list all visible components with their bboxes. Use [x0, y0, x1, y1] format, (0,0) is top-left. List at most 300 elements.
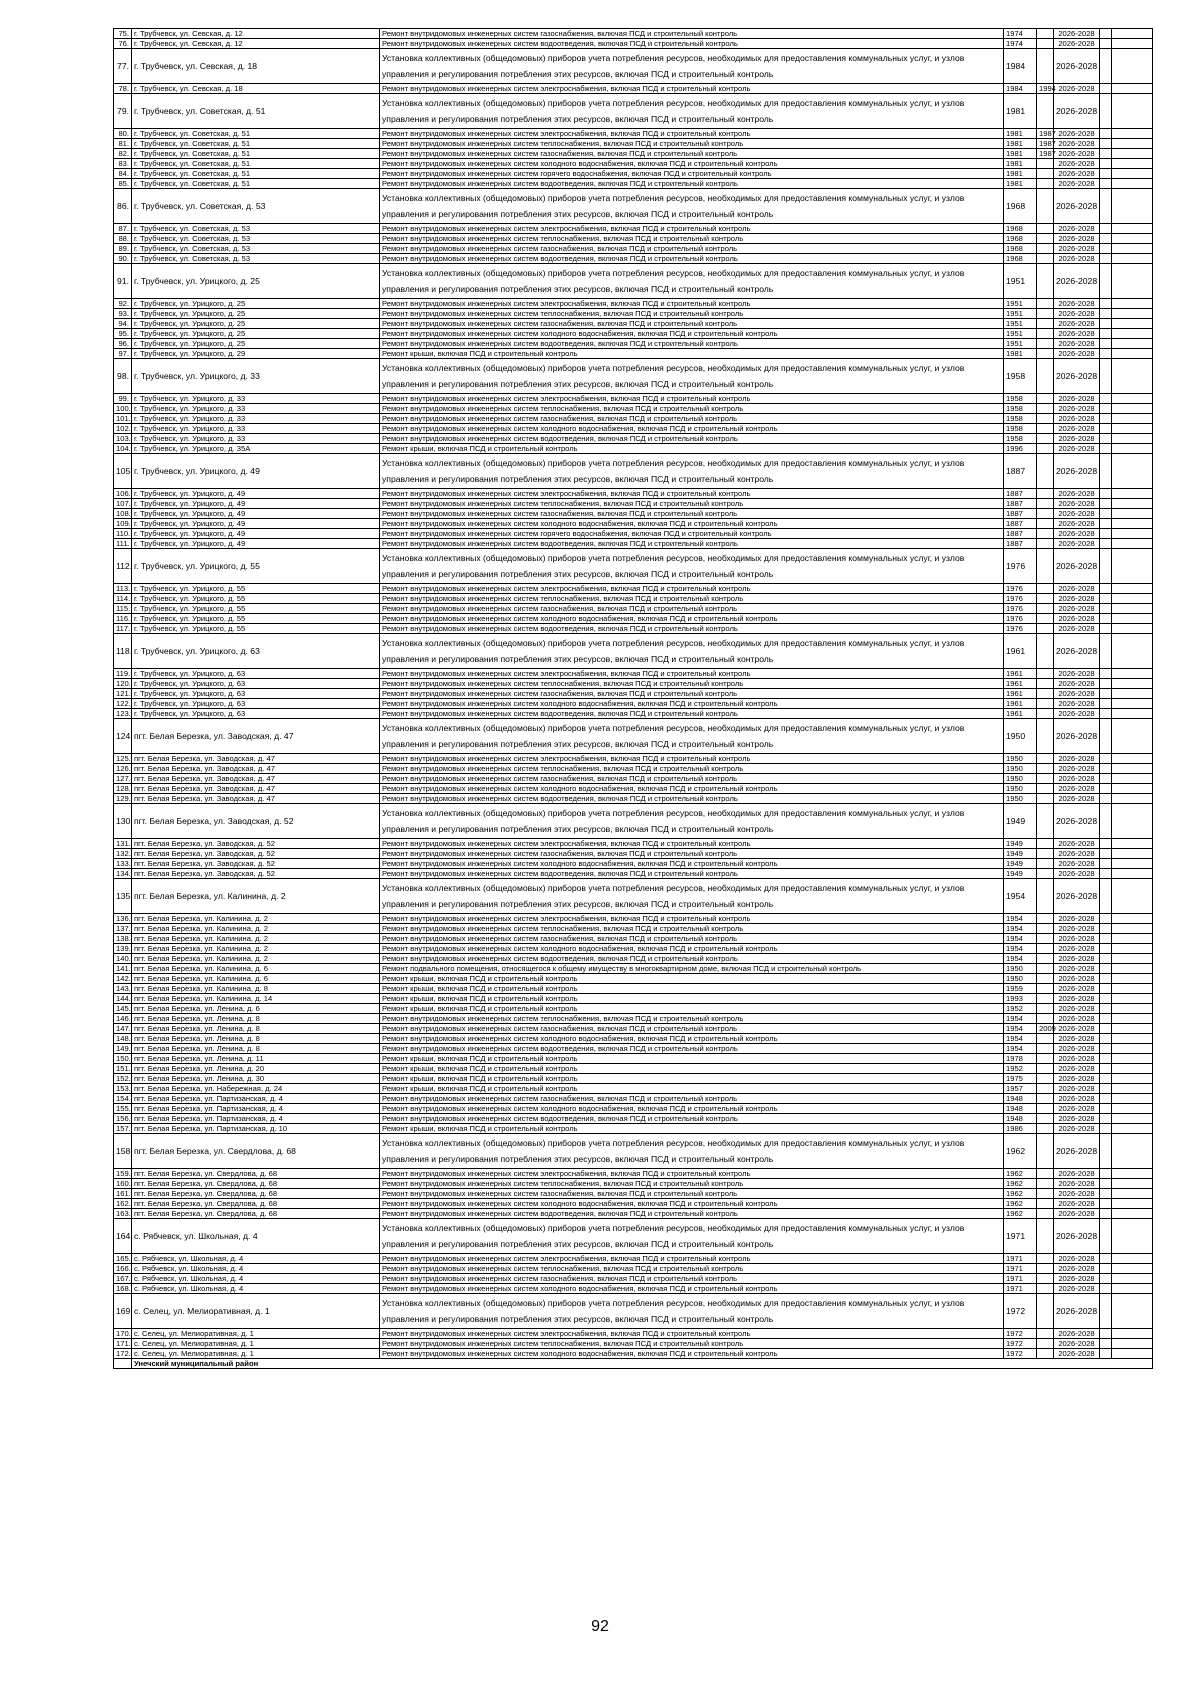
row-address: г. Трубчевск, ул. Урицкого, д. 55 — [132, 604, 380, 614]
row-last-repair-year — [1037, 964, 1054, 974]
row-blank-cell — [1100, 149, 1112, 159]
table-row — [114, 869, 1153, 879]
table-row — [114, 784, 1153, 794]
row-last-repair-year — [1037, 224, 1054, 234]
row-blank-cell — [1112, 1339, 1153, 1349]
district-row — [114, 1359, 1153, 1369]
row-address: г. Трубчевск, ул. Урицкого, д. 63 — [132, 689, 380, 699]
row-build-year: 1951 — [1004, 339, 1037, 349]
row-blank-cell — [1112, 444, 1153, 454]
row-planned-period: 2026-2028 — [1054, 1094, 1100, 1104]
row-address: пгт. Белая Березка, ул. Заводская, д. 47 — [132, 784, 380, 794]
row-planned-period: 2026-2028 — [1054, 159, 1100, 169]
row-last-repair-year — [1037, 984, 1054, 994]
row-planned-period: 2026-2028 — [1054, 519, 1100, 529]
row-work-type: Установка коллективных (общедомовых) приборов учета потребления ресурсов, необходимых для предоставления коммунальных услуг, и узлов управления и регулирования потребления этих ресурсов, включая ПСД и строительный контроль — [380, 94, 1004, 129]
row-planned-period: 2026-2028 — [1054, 859, 1100, 869]
row-blank-cell — [1100, 244, 1112, 254]
row-planned-period: 2026-2028 — [1054, 434, 1100, 444]
row-planned-period: 2026-2028 — [1054, 489, 1100, 499]
row-work-type: Ремонт внутридомовых инженерных систем газоснабжения, включая ПСД и строительный контроль — [380, 934, 1004, 944]
row-build-year: 1954 — [1004, 879, 1037, 914]
row-address: пгт. Белая Березка, ул. Заводская, д. 52 — [132, 839, 380, 849]
row-blank-cell — [1100, 1329, 1112, 1339]
row-blank-cell — [1100, 309, 1112, 319]
row-number: 120. — [114, 679, 132, 689]
row-blank-cell — [1100, 179, 1112, 189]
row-blank-cell — [1100, 329, 1112, 339]
row-last-repair-year — [1037, 614, 1054, 624]
row-number: 130. — [114, 804, 132, 839]
row-number: 129. — [114, 794, 132, 804]
row-build-year: 1887 — [1004, 519, 1037, 529]
row-blank-cell — [1112, 1219, 1153, 1254]
row-blank-cell — [1100, 614, 1112, 624]
row-number: 145. — [114, 1004, 132, 1014]
row-last-repair-year — [1037, 1169, 1054, 1179]
row-blank-cell — [1112, 604, 1153, 614]
row-blank-cell — [1112, 774, 1153, 784]
row-blank-cell — [1100, 1339, 1112, 1349]
row-blank-cell — [1112, 1054, 1153, 1064]
row-last-repair-year — [1037, 159, 1054, 169]
row-build-year: 1954 — [1004, 1034, 1037, 1044]
row-blank-cell — [1112, 764, 1153, 774]
row-work-type: Ремонт внутридомовых инженерных систем газоснабжения, включая ПСД и строительный контроль — [380, 149, 1004, 159]
row-work-type: Ремонт внутридомовых инженерных систем холодного водоснабжения, включая ПСД и строительный контроль — [380, 1284, 1004, 1294]
row-number: 77. — [114, 49, 132, 84]
row-work-type: Установка коллективных (общедомовых) приборов учета потребления ресурсов, необходимых для предоставления коммунальных услуг, и узлов управления и регулирования потребления этих ресурсов, включая ПСД и строительный контроль — [380, 634, 1004, 669]
row-blank-cell — [1100, 1024, 1112, 1034]
row-build-year: 1954 — [1004, 1044, 1037, 1054]
row-blank-cell — [1100, 444, 1112, 454]
row-blank-cell — [1100, 954, 1112, 964]
row-blank-cell — [1100, 1074, 1112, 1084]
row-planned-period: 2026-2028 — [1054, 444, 1100, 454]
row-work-type: Ремонт внутридомовых инженерных систем газоснабжения, включая ПСД и строительный контроль — [380, 774, 1004, 784]
row-planned-period: 2026-2028 — [1054, 29, 1100, 39]
table-row — [114, 29, 1153, 39]
row-blank-cell — [1112, 1064, 1153, 1074]
row-address: пгт. Белая Березка, ул. Заводская, д. 52 — [132, 869, 380, 879]
row-last-repair-year — [1037, 529, 1054, 539]
row-number: 138. — [114, 934, 132, 944]
row-work-type: Ремонт крыши, включая ПСД и строительный контроль — [380, 349, 1004, 359]
row-address: г. Трубчевск, ул. Урицкого, д. 33 — [132, 359, 380, 394]
row-address: г. Трубчевск, ул. Урицкого, д. 49 — [132, 529, 380, 539]
row-address: пгт. Белая Березка, ул. Калинина, д. 2 — [132, 944, 380, 954]
row-build-year: 1958 — [1004, 434, 1037, 444]
table-row — [114, 359, 1153, 394]
table-row — [114, 299, 1153, 309]
table-row — [114, 139, 1153, 149]
row-last-repair-year — [1037, 1094, 1054, 1104]
table-row — [114, 414, 1153, 424]
row-build-year: 1961 — [1004, 669, 1037, 679]
row-number: 104. — [114, 444, 132, 454]
row-blank-cell — [1112, 924, 1153, 934]
row-planned-period: 2026-2028 — [1054, 329, 1100, 339]
row-last-repair-year — [1037, 604, 1054, 614]
row-last-repair-year — [1037, 1349, 1054, 1359]
table-row — [114, 49, 1153, 84]
table-row — [114, 1264, 1153, 1274]
table-row — [114, 349, 1153, 359]
row-work-type: Установка коллективных (общедомовых) приборов учета потребления ресурсов, необходимых для предоставления коммунальных услуг, и узлов управления и регулирования потребления этих ресурсов, включая ПСД и строительный контроль — [380, 189, 1004, 224]
row-work-type: Ремонт внутридомовых инженерных систем водоотведения, включая ПСД и строительный контроль — [380, 1209, 1004, 1219]
row-build-year: 1951 — [1004, 319, 1037, 329]
row-number: 84. — [114, 169, 132, 179]
row-number: 169. — [114, 1294, 132, 1329]
row-work-type: Ремонт внутридомовых инженерных систем водоотведения, включая ПСД и строительный контроль — [380, 624, 1004, 634]
row-address: г. Трубчевск, ул. Урицкого, д. 25 — [132, 319, 380, 329]
row-blank-cell — [1112, 359, 1153, 394]
row-build-year: 1972 — [1004, 1349, 1037, 1359]
table-row — [114, 394, 1153, 404]
table-row — [114, 764, 1153, 774]
row-planned-period: 2026-2028 — [1054, 954, 1100, 964]
row-last-repair-year — [1037, 1054, 1054, 1064]
row-last-repair-year — [1037, 309, 1054, 319]
row-number: 101. — [114, 414, 132, 424]
table-row — [114, 39, 1153, 49]
row-last-repair-year — [1037, 669, 1054, 679]
row-work-type: Установка коллективных (общедомовых) приборов учета потребления ресурсов, необходимых для предоставления коммунальных услуг, и узлов управления и регулирования потребления этих ресурсов, включая ПСД и строительный контроль — [380, 549, 1004, 584]
table-body — [114, 29, 1153, 1369]
table-row — [114, 794, 1153, 804]
table-row — [114, 924, 1153, 934]
row-planned-period: 2026-2028 — [1054, 754, 1100, 764]
row-blank-cell — [1100, 84, 1112, 94]
row-blank-cell — [1100, 584, 1112, 594]
row-blank-cell — [1112, 1084, 1153, 1094]
row-build-year: 1954 — [1004, 944, 1037, 954]
row-blank-cell — [1100, 964, 1112, 974]
row-blank-cell — [1112, 689, 1153, 699]
row-last-repair-year — [1037, 1329, 1054, 1339]
row-number: 91. — [114, 264, 132, 299]
row-blank-cell — [1100, 359, 1112, 394]
row-work-type: Ремонт внутридомовых инженерных систем газоснабжения, включая ПСД и строительный контроль — [380, 29, 1004, 39]
row-address: пгт. Белая Березка, ул. Свердлова, д. 68 — [132, 1134, 380, 1169]
row-work-type: Ремонт внутридомовых инженерных систем теплоснабжения, включая ПСД и строительный контроль — [380, 1014, 1004, 1024]
row-build-year: 1981 — [1004, 149, 1037, 159]
row-work-type: Ремонт внутридомовых инженерных систем электроснабжения, включая ПСД и строительный контроль — [380, 914, 1004, 924]
row-number: 161. — [114, 1189, 132, 1199]
row-blank-cell — [1112, 149, 1153, 159]
row-blank-cell — [1100, 1199, 1112, 1209]
table-row — [114, 404, 1153, 414]
row-build-year: 1986 — [1004, 1124, 1037, 1134]
row-planned-period: 2026-2028 — [1054, 84, 1100, 94]
row-number: 109. — [114, 519, 132, 529]
row-work-type: Ремонт внутридомовых инженерных систем теплоснабжения, включая ПСД и строительный контроль — [380, 1264, 1004, 1274]
table-row — [114, 339, 1153, 349]
row-number: 167. — [114, 1274, 132, 1284]
row-address: пгт. Белая Березка, ул. Партизанская, д. 4 — [132, 1114, 380, 1124]
row-planned-period: 2026-2028 — [1054, 149, 1100, 159]
row-last-repair-year — [1037, 1084, 1054, 1094]
row-last-repair-year — [1037, 924, 1054, 934]
row-work-type: Ремонт внутридомовых инженерных систем теплоснабжения, включая ПСД и строительный контроль — [380, 764, 1004, 774]
row-planned-period: 2026-2028 — [1054, 139, 1100, 149]
row-blank-cell — [1100, 529, 1112, 539]
table-row — [114, 264, 1153, 299]
row-number: 113. — [114, 584, 132, 594]
row-build-year: 1949 — [1004, 839, 1037, 849]
row-number: 163. — [114, 1209, 132, 1219]
row-address: пгт. Белая Березка, ул. Партизанская, д. 4 — [132, 1104, 380, 1114]
table-row — [114, 189, 1153, 224]
row-build-year: 1981 — [1004, 179, 1037, 189]
table-row — [114, 1169, 1153, 1179]
row-blank-cell — [1100, 159, 1112, 169]
row-last-repair-year — [1037, 94, 1054, 129]
row-number: 148. — [114, 1034, 132, 1044]
row-last-repair-year — [1037, 444, 1054, 454]
row-blank-cell — [1100, 794, 1112, 804]
row-planned-period: 2026-2028 — [1054, 914, 1100, 924]
row-blank-cell — [1112, 1044, 1153, 1054]
row-blank-cell — [1112, 529, 1153, 539]
row-build-year: 1981 — [1004, 169, 1037, 179]
row-planned-period: 2026-2028 — [1054, 129, 1100, 139]
row-number: 85. — [114, 179, 132, 189]
row-work-type: Установка коллективных (общедомовых) приборов учета потребления ресурсов, необходимых для предоставления коммунальных услуг, и узлов управления и регулирования потребления этих ресурсов, включая ПСД и строительный контроль — [380, 879, 1004, 914]
row-build-year: 1981 — [1004, 139, 1037, 149]
row-planned-period: 2026-2028 — [1054, 719, 1100, 754]
row-build-year: 1972 — [1004, 1339, 1037, 1349]
row-address: пгт. Белая Березка, ул. Заводская, д. 47 — [132, 774, 380, 784]
row-planned-period: 2026-2028 — [1054, 549, 1100, 584]
row-blank-cell — [1100, 394, 1112, 404]
row-build-year: 1951 — [1004, 309, 1037, 319]
row-work-type: Ремонт внутридомовых инженерных систем водоотведения, включая ПСД и строительный контроль — [380, 1044, 1004, 1054]
row-blank-cell — [1112, 1294, 1153, 1329]
row-last-repair-year — [1037, 859, 1054, 869]
row-last-repair-year — [1037, 234, 1054, 244]
row-number: 108. — [114, 509, 132, 519]
row-last-repair-year — [1037, 594, 1054, 604]
row-build-year: 1887 — [1004, 539, 1037, 549]
row-last-repair-year — [1037, 359, 1054, 394]
row-blank-cell — [1100, 774, 1112, 784]
row-blank-cell — [1112, 519, 1153, 529]
row-blank-cell — [1112, 1179, 1153, 1189]
row-build-year: 1961 — [1004, 634, 1037, 669]
row-planned-period: 2026-2028 — [1054, 699, 1100, 709]
row-build-year: 1968 — [1004, 224, 1037, 234]
row-last-repair-year — [1037, 549, 1054, 584]
table-row — [114, 179, 1153, 189]
row-build-year: 1949 — [1004, 869, 1037, 879]
row-number: 171. — [114, 1339, 132, 1349]
row-address: пгт. Белая Березка, ул. Калинина, д. 2 — [132, 879, 380, 914]
row-blank-cell — [1112, 339, 1153, 349]
row-last-repair-year — [1037, 994, 1054, 1004]
row-build-year: 1958 — [1004, 424, 1037, 434]
row-build-year: 1976 — [1004, 624, 1037, 634]
row-address: г. Трубчевск, ул. Урицкого, д. 33 — [132, 394, 380, 404]
row-blank-cell — [1100, 1349, 1112, 1359]
row-blank-cell — [1112, 94, 1153, 129]
row-build-year: 1950 — [1004, 754, 1037, 764]
row-blank-cell — [1112, 29, 1153, 39]
row-blank-cell — [1100, 1094, 1112, 1104]
row-last-repair-year — [1037, 349, 1054, 359]
row-number — [114, 1359, 132, 1369]
row-last-repair-year — [1037, 299, 1054, 309]
row-last-repair-year — [1037, 1104, 1054, 1114]
row-last-repair-year — [1037, 1064, 1054, 1074]
row-build-year: 1950 — [1004, 719, 1037, 754]
row-work-type: Ремонт внутридомовых инженерных систем холодного водоснабжения, включая ПСД и строительный контроль — [380, 699, 1004, 709]
row-blank-cell — [1100, 924, 1112, 934]
row-blank-cell — [1100, 1054, 1112, 1064]
table-row — [114, 804, 1153, 839]
table-row — [114, 309, 1153, 319]
row-planned-period: 2026-2028 — [1054, 1084, 1100, 1094]
row-number: 116. — [114, 614, 132, 624]
row-blank-cell — [1100, 539, 1112, 549]
row-address: пгт. Белая Березка, ул. Калинина, д. 6 — [132, 964, 380, 974]
row-address: пгт. Белая Березка, ул. Заводская, д. 47 — [132, 719, 380, 754]
row-address: пгт. Белая Березка, ул. Ленина, д. 8 — [132, 1014, 380, 1024]
row-build-year: 1887 — [1004, 454, 1037, 489]
row-planned-period: 2026-2028 — [1054, 974, 1100, 984]
row-build-year: 1976 — [1004, 604, 1037, 614]
row-planned-period: 2026-2028 — [1054, 1209, 1100, 1219]
row-blank-cell — [1112, 349, 1153, 359]
table-row — [114, 1219, 1153, 1254]
row-number: 168. — [114, 1284, 132, 1294]
row-build-year: 1971 — [1004, 1254, 1037, 1264]
table-row — [114, 1074, 1153, 1084]
row-build-year: 1962 — [1004, 1209, 1037, 1219]
row-work-type: Ремонт внутридомовых инженерных систем горячего водоснабжения, включая ПСД и строительный контроль — [380, 169, 1004, 179]
row-build-year: 1968 — [1004, 244, 1037, 254]
row-last-repair-year — [1037, 1014, 1054, 1024]
row-address: пгт. Белая Березка, ул. Калинина, д. 14 — [132, 994, 380, 1004]
row-planned-period: 2026-2028 — [1054, 1199, 1100, 1209]
row-build-year: 1976 — [1004, 549, 1037, 584]
row-number: 114. — [114, 594, 132, 604]
table-row — [114, 539, 1153, 549]
row-blank-cell — [1100, 804, 1112, 839]
row-work-type: Ремонт внутридомовых инженерных систем горячего водоснабжения, включая ПСД и строительный контроль — [380, 529, 1004, 539]
row-build-year: 1962 — [1004, 1199, 1037, 1209]
table-row — [114, 1124, 1153, 1134]
row-blank-cell — [1100, 499, 1112, 509]
row-work-type: Ремонт внутридомовых инженерных систем холодного водоснабжения, включая ПСД и строительный контроль — [380, 329, 1004, 339]
row-number: 158. — [114, 1134, 132, 1169]
table-row — [114, 994, 1153, 1004]
row-work-type: Ремонт внутридомовых инженерных систем водоотведения, включая ПСД и строительный контроль — [380, 39, 1004, 49]
row-last-repair-year — [1037, 404, 1054, 414]
row-blank-cell — [1112, 49, 1153, 84]
row-blank-cell — [1112, 404, 1153, 414]
row-number: 83. — [114, 159, 132, 169]
row-number: 162. — [114, 1199, 132, 1209]
row-number: 110. — [114, 529, 132, 539]
row-address: г. Трубчевск, ул. Урицкого, д. 25 — [132, 339, 380, 349]
row-planned-period: 2026-2028 — [1054, 1004, 1100, 1014]
row-work-type: Ремонт подвального помещения, относящегося к общему имуществу в многоквартирном доме, включая ПСД и строительный контроль — [380, 964, 1004, 974]
row-build-year: 1951 — [1004, 264, 1037, 299]
row-work-type: Ремонт крыши, включая ПСД и строительный контроль — [380, 1124, 1004, 1134]
row-blank-cell — [1112, 309, 1153, 319]
row-blank-cell — [1112, 1189, 1153, 1199]
row-number: 159. — [114, 1169, 132, 1179]
table-row — [114, 1024, 1153, 1034]
row-number: 89. — [114, 244, 132, 254]
row-last-repair-year — [1037, 264, 1054, 299]
row-number: 131. — [114, 839, 132, 849]
row-blank-cell — [1100, 764, 1112, 774]
row-planned-period: 2026-2028 — [1054, 509, 1100, 519]
row-last-repair-year — [1037, 804, 1054, 839]
row-number: 135. — [114, 879, 132, 914]
row-blank-cell — [1112, 754, 1153, 764]
row-build-year: 1968 — [1004, 254, 1037, 264]
row-number: 81. — [114, 139, 132, 149]
row-last-repair-year — [1037, 849, 1054, 859]
table-row — [114, 94, 1153, 129]
row-planned-period: 2026-2028 — [1054, 189, 1100, 224]
table-row — [114, 1294, 1153, 1329]
row-build-year: 1976 — [1004, 614, 1037, 624]
row-number: 157. — [114, 1124, 132, 1134]
row-planned-period: 2026-2028 — [1054, 584, 1100, 594]
row-planned-period: 2026-2028 — [1054, 604, 1100, 614]
row-work-type: Ремонт внутридомовых инженерных систем холодного водоснабжения, включая ПСД и строительный контроль — [380, 159, 1004, 169]
row-build-year: 1974 — [1004, 29, 1037, 39]
row-build-year: 1971 — [1004, 1264, 1037, 1274]
row-planned-period: 2026-2028 — [1054, 624, 1100, 634]
row-work-type: Ремонт внутридомовых инженерных систем электроснабжения, включая ПСД и строительный контроль — [380, 1169, 1004, 1179]
row-planned-period: 2026-2028 — [1054, 529, 1100, 539]
row-number: 82. — [114, 149, 132, 159]
row-address: г. Трубчевск, ул. Севская, д. 18 — [132, 49, 380, 84]
row-number: 78. — [114, 84, 132, 94]
row-blank-cell — [1112, 1209, 1153, 1219]
table-row — [114, 719, 1153, 754]
row-build-year: 1954 — [1004, 934, 1037, 944]
table-row — [114, 839, 1153, 849]
row-address: пгт. Белая Березка, ул. Партизанская, д. 4 — [132, 1094, 380, 1104]
row-last-repair-year — [1037, 699, 1054, 709]
row-build-year: 1971 — [1004, 1219, 1037, 1254]
row-blank-cell — [1112, 539, 1153, 549]
row-work-type: Ремонт крыши, включая ПСД и строительный контроль — [380, 994, 1004, 1004]
row-build-year: 1976 — [1004, 584, 1037, 594]
row-planned-period: 2026-2028 — [1054, 234, 1100, 244]
row-number: 86. — [114, 189, 132, 224]
row-number: 107. — [114, 499, 132, 509]
row-blank-cell — [1100, 1254, 1112, 1264]
row-planned-period: 2026-2028 — [1054, 1294, 1100, 1329]
row-last-repair-year — [1037, 1074, 1054, 1084]
row-number: 115. — [114, 604, 132, 614]
table-row — [114, 149, 1153, 159]
row-work-type: Установка коллективных (общедомовых) приборов учета потребления ресурсов, необходимых для предоставления коммунальных услуг, и узлов управления и регулирования потребления этих ресурсов, включая ПСД и строительный контроль — [380, 1134, 1004, 1169]
row-blank-cell — [1112, 549, 1153, 584]
table-row — [114, 434, 1153, 444]
row-blank-cell — [1100, 974, 1112, 984]
row-number: 124. — [114, 719, 132, 754]
row-work-type: Ремонт внутридомовых инженерных систем электроснабжения, включая ПСД и строительный контроль — [380, 129, 1004, 139]
row-planned-period: 2026-2028 — [1054, 1114, 1100, 1124]
